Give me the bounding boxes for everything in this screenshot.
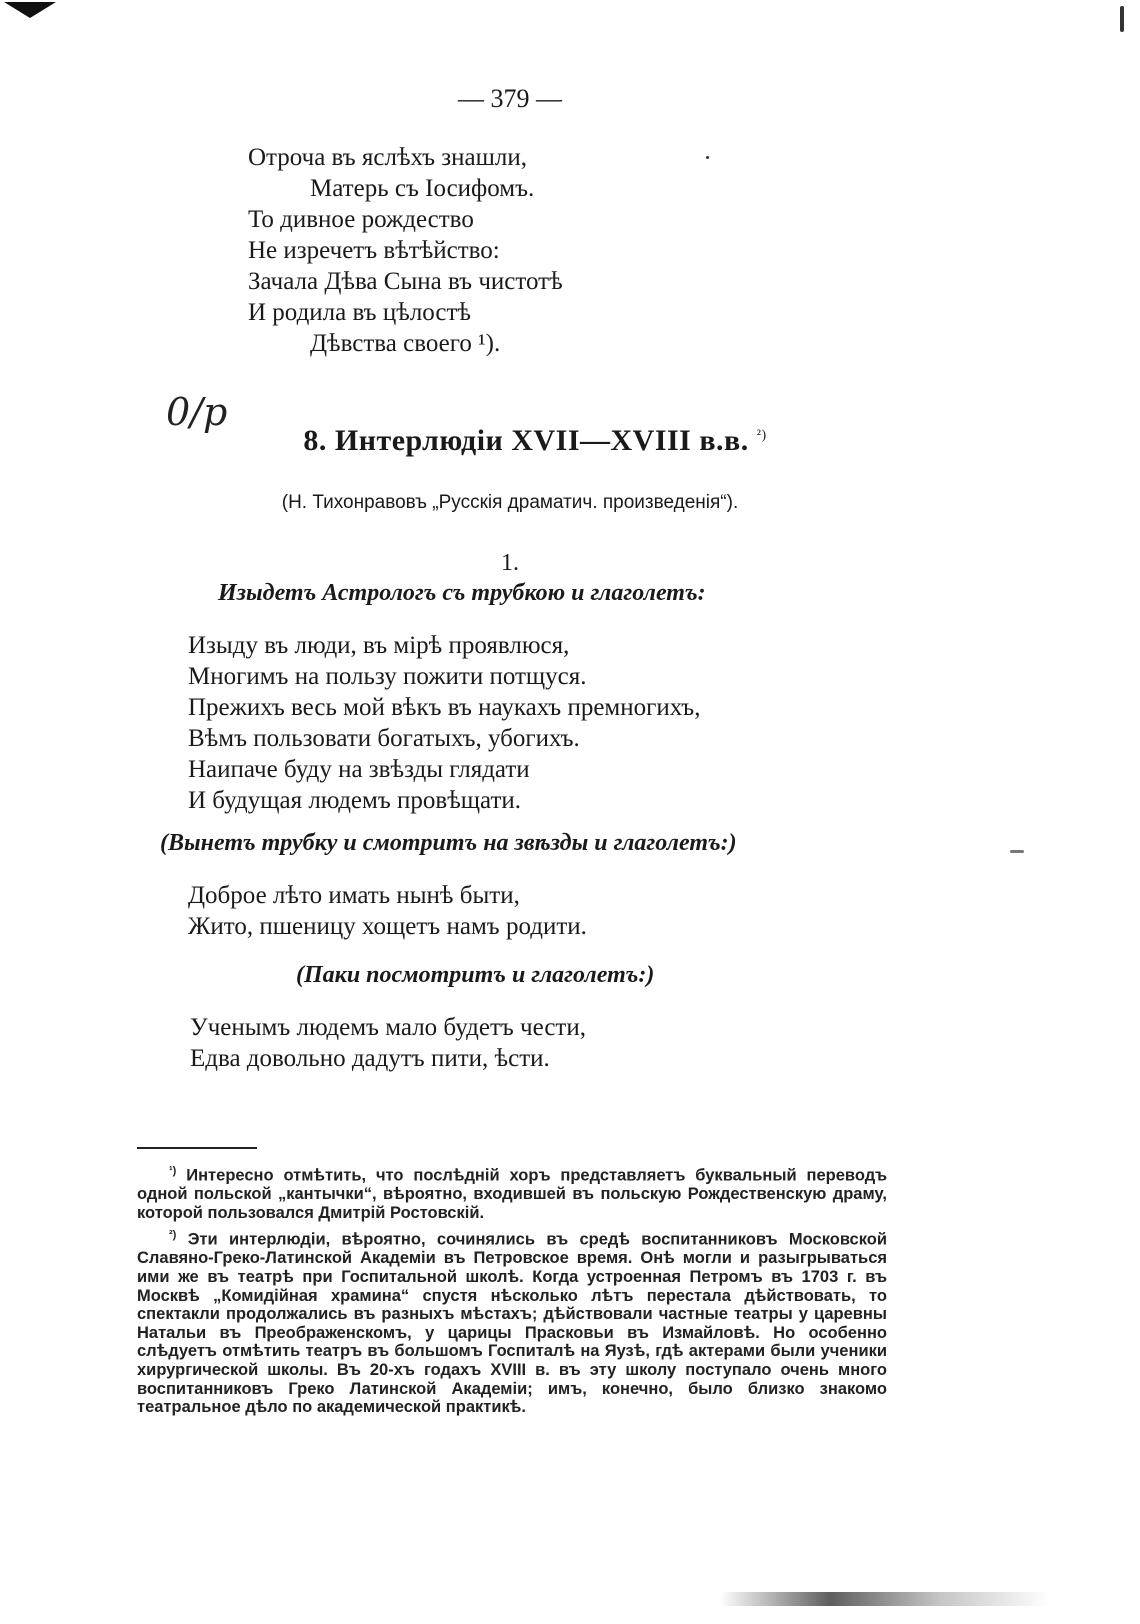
- verse-line: Зачала Дѣва Сына въ чистотѣ: [248, 268, 563, 295]
- verse-line: Жито, пшеницу хощетъ намъ родити.: [188, 913, 587, 940]
- stage-direction: Изыдетъ Астрологъ съ трубкою и глаголетъ:: [218, 580, 706, 606]
- verse-line: Дѣвства своего ¹).: [310, 330, 501, 357]
- verse-line: То дивное рождество: [248, 206, 474, 233]
- verse-line: Изыду въ люди, въ мірѣ проявлюся,: [188, 632, 570, 659]
- verse-line: Не изречетъ вѣтѣйство:: [248, 237, 500, 264]
- scan-speck: [1120, 6, 1124, 32]
- footnote-2: [137, 1226, 887, 1416]
- verse-line: Ученымъ людемъ мало будетъ чести,: [190, 1014, 586, 1041]
- verse-line: Многимъ на пользу пожити потщуся.: [188, 663, 587, 690]
- stage-direction: (Паки посмотритъ и глаголетъ:): [296, 962, 655, 988]
- footnote-divider: [137, 1147, 257, 1149]
- verse-block-3: [190, 1012, 586, 1074]
- footnote-1: [137, 1162, 887, 1222]
- footnote-text: Интересно отмѣтить, что послѣдній хоръ представляетъ буквальный переводъ одной польской „кантычки“, вѣроятно, входившей въ польскую Рождественскую драму, которой пользовался Дмитрій Ростовскій.: [137, 1166, 887, 1222]
- source-line: (Н. Тихонравовъ „Русскія драматич. произведенія“).: [281, 492, 739, 513]
- verse-line: Едва довольно дадутъ пити, ѣсти.: [190, 1045, 550, 1072]
- stage-direction: (Вынетъ трубку и смотритъ на звѣзды и глаголетъ:): [160, 830, 737, 856]
- scan-speck: [1010, 850, 1024, 853]
- footnotes: [137, 1162, 887, 1421]
- verse-line: Наипаче буду на звѣзды глядати: [188, 756, 530, 783]
- scan-smudge: [720, 1592, 1050, 1606]
- footnote-mark: ²): [169, 1229, 177, 1242]
- verse-line: Отроча въ яслѣхъ знашли,: [248, 144, 527, 171]
- verse-block-2: [188, 880, 587, 942]
- part-number: 1.: [501, 550, 519, 576]
- footnote-text: Эти интерлюдіи, вѣроятно, сочинялись въ средѣ воспитанниковъ Московской Славяно-Греко-Латинской Академіи въ Петровское время. Онѣ могли и разыгрываться ими же въ театрѣ при Госпитальной школѣ. Когда устроенная Петромъ въ 1703 г. въ Москвѣ „Комидійная храмина“ спустя нѣсколько лѣтъ перестала дѣйствовать, то спектакли продолжались въ разныхъ мѣстахъ; дѣйствовали частные театры у царевны Натальи въ Преображенскомъ, у царицы Прасковьи въ Измайловѣ. Но особенно слѣдуетъ отмѣтить театръ въ большомъ Госпиталѣ на Яузѣ, гдѣ актерами были ученики хирургической школы. Въ 20-хъ годахъ XVIII в. въ эту школу поступало очень много воспитанниковъ Греко Латинской Академіи; имъ, конечно, было близко знакомо театральное дѣло по академической практикѣ.: [137, 1230, 888, 1417]
- section-heading-text: 8. Интерлюдіи XVII—XVIII в.в.: [303, 424, 749, 457]
- verse-line: Матерь съ Іосифомъ.: [310, 175, 535, 202]
- page-number: — 379 —: [458, 84, 562, 113]
- scan-speck: [706, 156, 709, 159]
- verse-line: Вѣмъ пользовати богатыхъ, убогихъ.: [188, 725, 580, 752]
- footnote-ref: ²): [756, 428, 767, 443]
- chorus-verse: [248, 142, 563, 359]
- corner-mark: [4, 2, 56, 18]
- verse-line: И будущая людемъ провѣщати.: [188, 787, 522, 814]
- verse-line: Прежихъ весь мой вѣкъ въ наукахъ премногихъ,: [188, 694, 701, 721]
- verse-line: И родила въ цѣлостѣ: [248, 299, 472, 326]
- section-heading: [0, 424, 1070, 458]
- verse-line: Доброе лѣто имать нынѣ быти,: [188, 882, 520, 909]
- margin-note: 0/р: [166, 390, 228, 434]
- verse-block-1: [188, 630, 701, 816]
- footnote-mark: ¹): [169, 1165, 177, 1177]
